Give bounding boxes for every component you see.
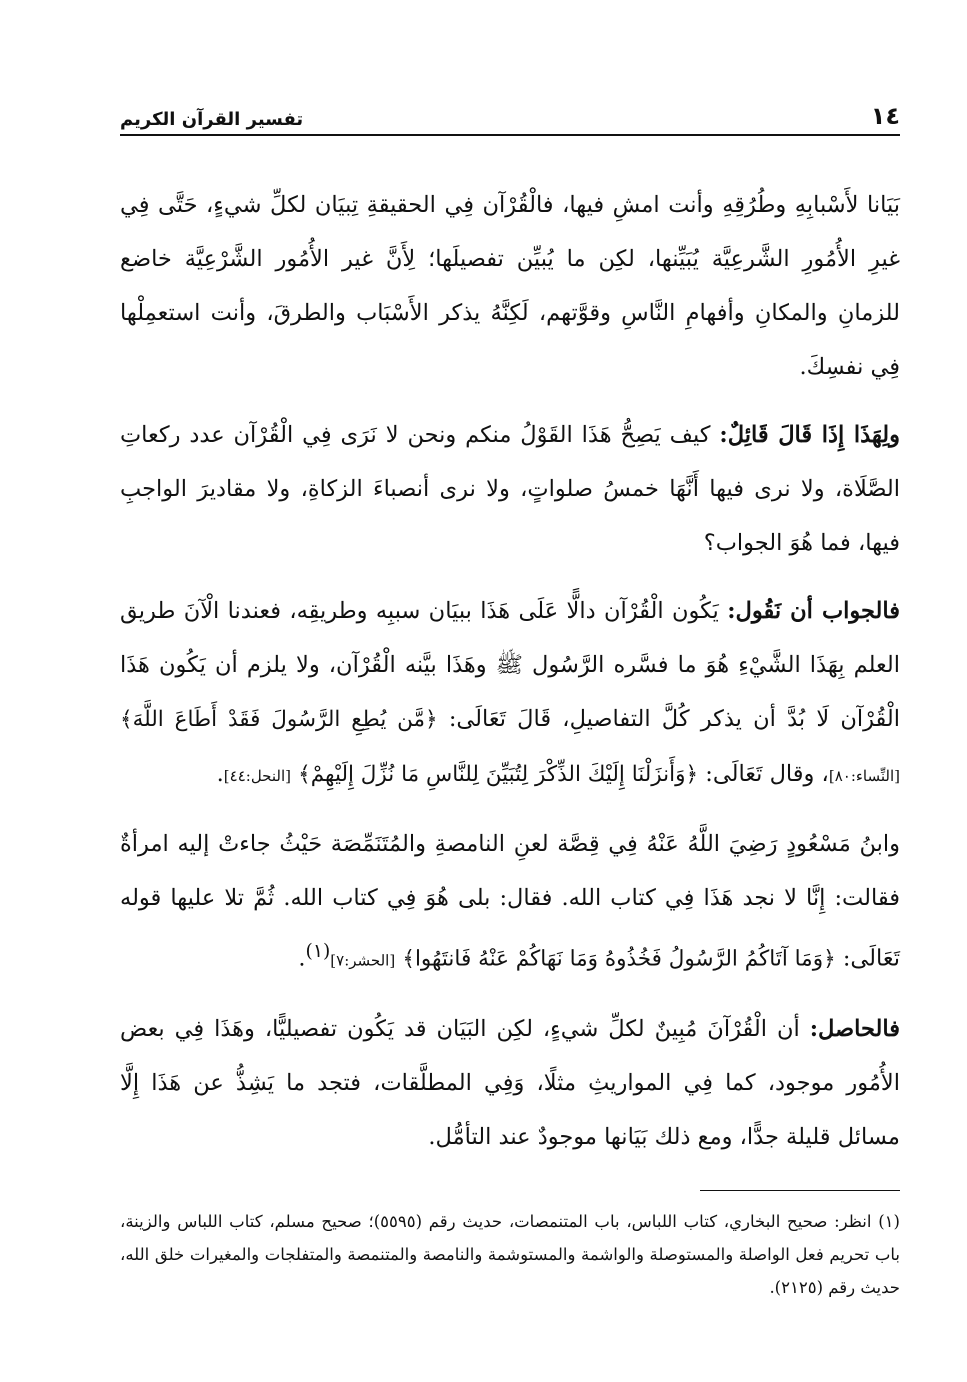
sentence-end: . <box>298 945 306 972</box>
running-title: تفسير القرآن الكريم <box>120 109 304 130</box>
paragraph-text: وابنُ مَسْعُودٍ رَضِيَ اللَّهُ عَنْهُ فِي قِصَّة لعنِ النامصةِ والمُتَنَمِّصَة حَيْثُ جاءتْ إليه امرأةٌ فقالت: إِنَّا لا نجد هَذَا فِي كتاب الله. فقال: بلى هُوَ فِي كتاب الله. ثُمَّ تلا عليها قوله تَعَالَى: <box>120 831 900 972</box>
page-header <box>120 90 900 136</box>
footnote-marker: (١) <box>305 941 331 962</box>
verse-reference: [النحل:٤٤] <box>223 767 291 785</box>
verse-reference: [النِّساء:٨٠] <box>828 767 900 785</box>
quran-verse: ﴿وَأَنزَلْنَا إِلَيْكَ الذِّكْرَ لِتُبَيِّنَ لِلنَّاسِ مَا نُزِّلَ إِلَيْهِمْ﴾ <box>298 762 699 787</box>
paragraph-1 <box>120 178 900 394</box>
paragraph-text: أن الْقُرْآنَ مُبِينٌ لكلِّ شيءٍ، لكِن البَيَان قد يَكُون تفصيليًّا، وهَذَا فِي بعض الأُمُور موجود، كما فِي المواريثِ مثلًا، وَفِي المطلَّقات، فتجد ما يَشِذُّ عن هَذَا إِلَّا مسائل قليلة جدًّا، ومع ذلك بَيَانها موجودٌ عند التأمُّل. <box>120 1015 900 1150</box>
connector-text: ، وقال تَعَالَى: <box>705 761 829 787</box>
paragraph-3 <box>120 584 900 803</box>
footnote: (١) انظر: صحيح البخاري، كتاب اللباس، باب المتنمصات، حديث رقم (٥٥٩٥)؛ صحيح مسلم، كتاب اللباس والزينة، باب تحريم فعل الواصلة والمستوصلة والواشمة والمستوشمة والنامصة والمتنمصة والمتفلجات والمغيرات خلق الله، حديث رقم (٢١٢٥). <box>120 1211 900 1297</box>
page-body <box>120 178 900 1304</box>
footnote-divider <box>700 1190 900 1191</box>
verse-reference: [الحشر:٧] <box>330 951 396 970</box>
book-page <box>120 90 900 1340</box>
page-number: ١٤ <box>870 102 900 130</box>
quran-verse: ﴿مَّن يُطِعِ الرَّسُولَ فَقَدْ أَطَاعَ اللَّهَ﴾ <box>120 707 438 732</box>
paragraph-lead: فالجواب أن نَقُول: <box>727 598 900 624</box>
paragraph-4 <box>120 817 900 988</box>
paragraph-text: كيف يَصِحُّ هَذَا القَوْلُ منكم ونحن لا نَرَى فِي الْقُرْآن عدد ركعاتِ الصَّلَاة، ولا نرى فيها أَنَّهَا خمسُ صلواتٍ، ولا نرى أنصباءَ الزكاةِ، ولا مقاديرَ الواجبِ فيها، فما هُوَ الجواب؟ <box>120 422 900 556</box>
paragraph-text: بَيَانا لأَسْبابِهِ وطُرُقِهِ وأنت امشِ فيها، فالْقُرْآن فِي الحقيقةِ تِبيَان لكلِّ شيءٍ، حَتَّى فِي غيرِ الأُمُورِ الشَّرعِيَّة يُبَيِّنها، لكِن ما يُبيِّن تفصيلَها؛ لِأَنَّ غير الأُمُور الشَّرْعِيَّة خاضع للزمانِ والمكانِ وأفهامِ النَّاسِ وقوَّتهم، لَكِنَّهُ يذكر الأَسْبَاب والطرقَ، وأنت استعمِلْها فِي نفسِكَ. <box>120 192 900 380</box>
paragraph-5 <box>120 1002 900 1164</box>
paragraph-lead: ولِهَذَا إِذَا قَالَ قَائِلٌ: <box>719 422 900 448</box>
paragraph-2 <box>120 408 900 570</box>
sentence-end: . <box>216 761 224 787</box>
paragraph-lead: فالحاصل: <box>809 1015 900 1042</box>
quran-verse: ﴿وَمَا آتَاكُمُ الرَّسُولُ فَخُذُوهُ وَمَا نَهَاكُمْ عَنْهُ فَانتَهُوا﴾ <box>402 946 836 972</box>
paragraph-text: يَكُون الْقُرْآن دالًّا عَلَى هَذَا ببيَان سببِه وطريقِه، فعندنا الْآنَ طريق العلم بِهَذَا الشَّيْءِ هُوَ ما فسَّره الرَّسُول ﷺ وهَذَا بيَّنه الْقُرْآن، ولا يلزم أن يَكُون هَذَا الْقُرْآن لَا بُدَّ أن يذكر كُلَّ التفاصيلِ، قَالَ تَعَالَى: <box>120 598 900 732</box>
